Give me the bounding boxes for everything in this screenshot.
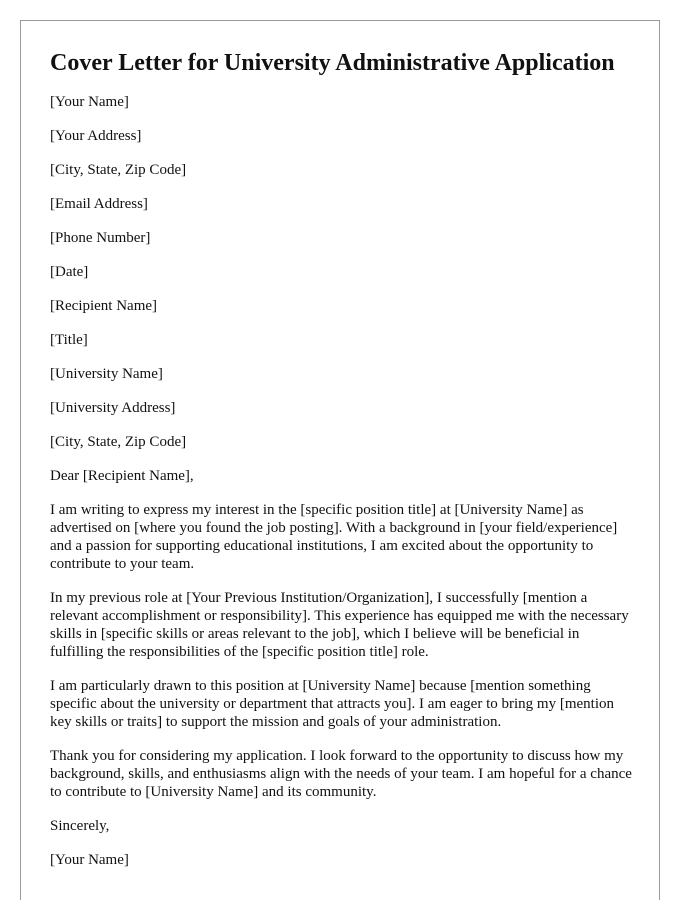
signature: [Your Name] xyxy=(50,852,129,868)
recipient-university: [University Name] xyxy=(50,366,163,382)
letter-date: [Date] xyxy=(50,264,89,280)
document-title: Cover Letter for University Administrative Application xyxy=(50,50,615,76)
recipient-address: [University Address] xyxy=(50,400,176,416)
sender-city-state-zip: [City, State, Zip Code] xyxy=(50,162,187,178)
letter-content xyxy=(50,47,635,885)
body-paragraph-2: In my previous role at [Your Previous Institution/Organization], I successfully [mention a relevant accomplishment or responsibility]. This experience has equipped me with the necessary skills in [specific skills or areas relevant to the job], which I believe will be beneficial in fulfilling the responsibilities of the [specific position title] role. xyxy=(50,590,629,660)
sender-phone: [Phone Number] xyxy=(50,230,151,246)
body-paragraph-3: I am particularly drawn to this position at [University Name] because [mention something specific about the university or department that attracts you]. I am eager to bring my [mention key skills or traits] to support the mission and goals of your administration. xyxy=(50,678,614,730)
body-paragraph-4: Thank you for considering my application. I look forward to the opportunity to discuss how my background, skills, and enthusiasms align with the needs of your team. I am hopeful for a chance to contribute to [University Name] and its community. xyxy=(50,748,632,800)
recipient-name: [Recipient Name] xyxy=(50,298,158,314)
letter-page xyxy=(20,20,660,900)
closing: Sincerely, xyxy=(50,818,110,834)
sender-email: [Email Address] xyxy=(50,196,148,212)
sender-name: [Your Name] xyxy=(50,94,129,110)
salutation: Dear [Recipient Name], xyxy=(50,468,194,484)
body-paragraph-1: I am writing to express my interest in the [specific position title] at [University Name] as advertised on [where you found the job posting]. With a background in [your field/experience] and a passion for supporting educational institutions, I am excited about the opportunity to contribute to your team. xyxy=(50,502,618,572)
recipient-city-state-zip: [City, State, Zip Code] xyxy=(50,434,187,450)
sender-address: [Your Address] xyxy=(50,128,142,144)
recipient-block xyxy=(50,297,635,451)
recipient-title: [Title] xyxy=(50,332,88,348)
sender-block xyxy=(50,93,635,281)
